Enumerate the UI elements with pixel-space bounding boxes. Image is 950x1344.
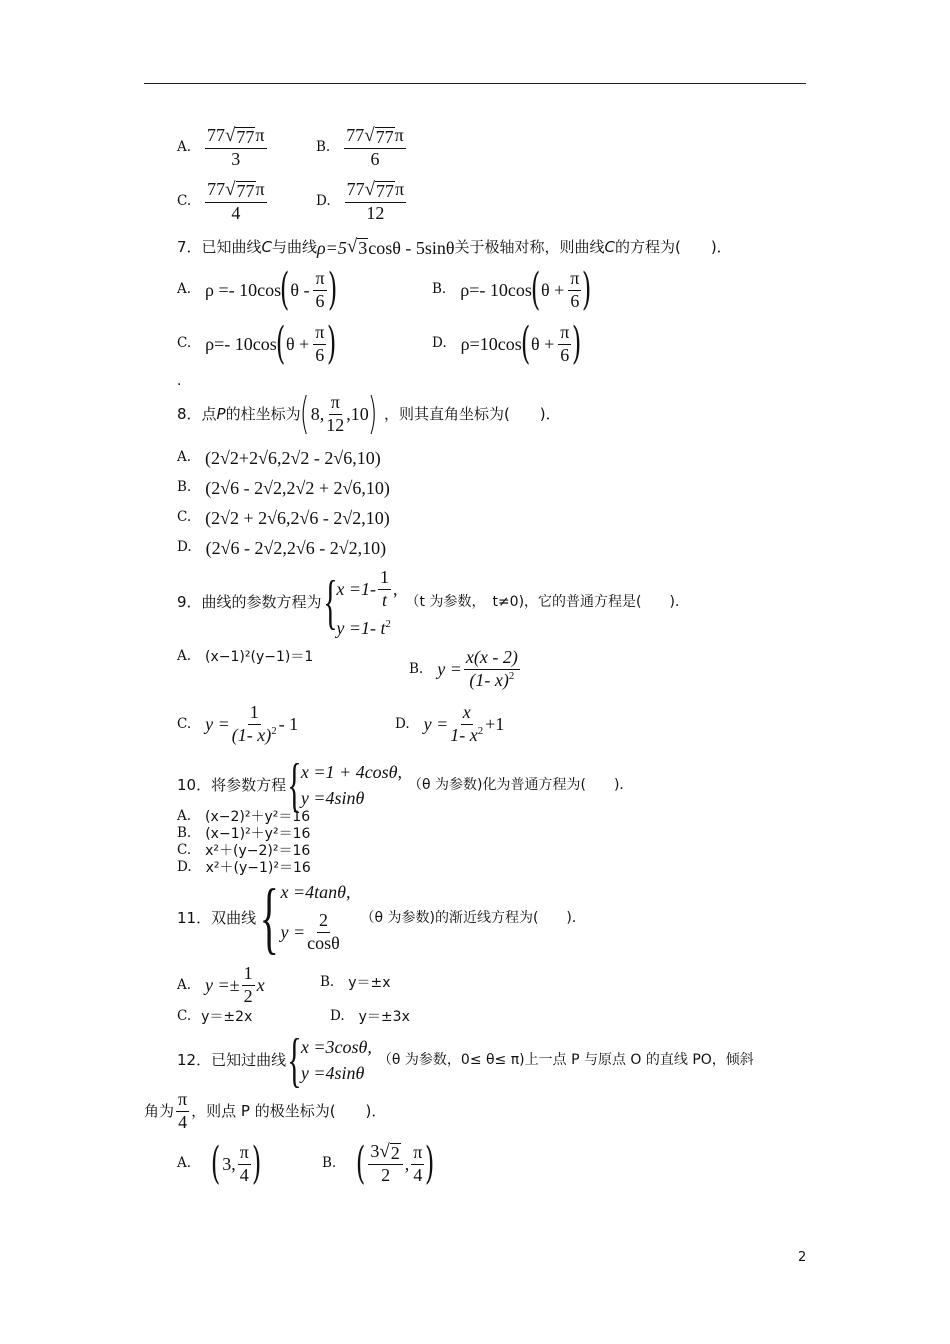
q8-option-c: C. (2√2 + 2√6,2√6 - 2√2,10) <box>177 508 390 528</box>
q11-option-c: C. y＝±2x <box>177 1008 253 1025</box>
q8-stem: 8．点 P 的柱坐标为 ( 8, $\frac{\pi}{12}$ ,10 ) ，则其直角坐标为( )． <box>177 388 561 439</box>
equation-system: { x =1 + 4cosθ, y =4sinθ <box>287 752 403 818</box>
q10-option-b: B. (x−1)²＋y²＝16 <box>177 825 311 842</box>
q10-option-c: C. x²＋(y−2)²＝16 <box>177 842 311 859</box>
q7-dot: . <box>177 373 182 389</box>
header-rule <box>144 83 806 84</box>
q11-stem: 11．双曲线 { x =4tanθ, y = $\frac{2}{\cos\theta}$ （θ 为参数)的渐近线方程为( )． <box>177 874 586 962</box>
q8-option-a: A. (2√2+2√6,2√2 - 2√6,10) <box>177 448 381 468</box>
fraction: 77 √ 77 π 12 <box>346 179 405 223</box>
q11-option-b: B. y＝±x <box>320 974 391 991</box>
q10-stem: 10．将参数方程 { x =1 + 4cosθ, y =4sinθ （θ 为参数)化为普通方程为( )． <box>177 752 634 818</box>
q7-option-d: D. ρ=10cos ( θ + $\frac{\pi}{6}$ ) <box>432 318 582 369</box>
q9-option-c: C. y = $\frac{1}{(1- x)^2}$ - 1 <box>177 702 299 745</box>
page-number: 2 <box>798 1250 807 1265</box>
fraction: 77 √ 77 π 4 <box>207 179 265 223</box>
fraction: 77 √ 77 π 3 <box>207 125 265 169</box>
q9-option-a: A. (x−1)²(y−1)＝1 <box>177 648 314 665</box>
q7-option-c: C. ρ=- 10cos ( θ + $\frac{\pi}{6}$ ) <box>177 318 337 369</box>
q8-option-b: B. (2√6 - 2√2,2√2 + 2√6,10) <box>177 478 390 498</box>
q7-stem: 7．已知曲线 C 与曲线 ρ=5 √ 3 cosθ - 5sinθ 关于极轴对称，则曲线 C 的方程为( )． <box>177 236 732 258</box>
q9-option-d: D. y = $\frac{x}{1- x^2}$ +1 <box>395 702 505 745</box>
q9-stem: 9．曲线的参数方程为 { x =1- $\frac{1}{t}$ , y =1- $t^2$ （t 为参数， t≠0)，它的普通方程是( )． <box>177 567 689 638</box>
q9-option-b: B. y = $\frac{x(x - 2)}{(1- x)^2}$ <box>409 647 518 690</box>
equation-system: { x =3cosθ, y =4sinθ <box>287 1027 372 1093</box>
q12-option-b: B. ( 3 √ 2 2 , $\frac{\pi}{4}$ ) <box>322 1138 435 1189</box>
q11-option-d: D. y＝±3x <box>330 1008 410 1025</box>
q11-option-a: A. y =± $\frac{1}{2}$ x <box>177 963 265 1006</box>
equation-system: { x =1- $\frac{1}{t}$ , y =1- $t^2$ <box>322 567 398 638</box>
q12-option-a: A. ( 3, $\frac{\pi}{4}$ ) <box>177 1138 262 1189</box>
q12-stem: 12．已知过曲线 { x =3cosθ, y =4sinθ （θ 为参数，0≤ θ≤ π)上一点 P 与原点 O 的直线 PO，倾斜 <box>177 1027 754 1093</box>
q12-stem-line2: 角为 $\frac{\pi}{4}$ ，则点 P 的极坐标为( )． <box>144 1089 387 1132</box>
equation-system: { x =4tanθ, y = $\frac{2}{\cos\theta}$ <box>259 874 351 962</box>
q6-option-b: B. 77 √ 77 π 6 <box>316 125 404 169</box>
q10-option-a: A. (x−2)²＋y²＝16 <box>177 808 311 825</box>
q6-option-c: C. 77 √ 77 π 4 <box>177 179 265 223</box>
q7-option-b: B. ρ=- 10cos ( θ + $\frac{\pi}{6}$ ) <box>432 264 592 315</box>
q6-option-a: A. 77 √ 77 π 3 <box>177 125 265 169</box>
q6-option-d: D. 77 √ 77 π 12 <box>316 179 405 223</box>
q7-option-a: A. ρ =- 10cos ( θ - $\frac{\pi}{6}$ ) <box>177 264 337 315</box>
q8-option-d: D. (2√6 - 2√2,2√6 - 2√2,10) <box>177 538 387 558</box>
fraction: 77 √ 77 π 6 <box>346 125 404 169</box>
q10-option-d: D. x²＋(y−1)²＝16 <box>177 859 311 876</box>
